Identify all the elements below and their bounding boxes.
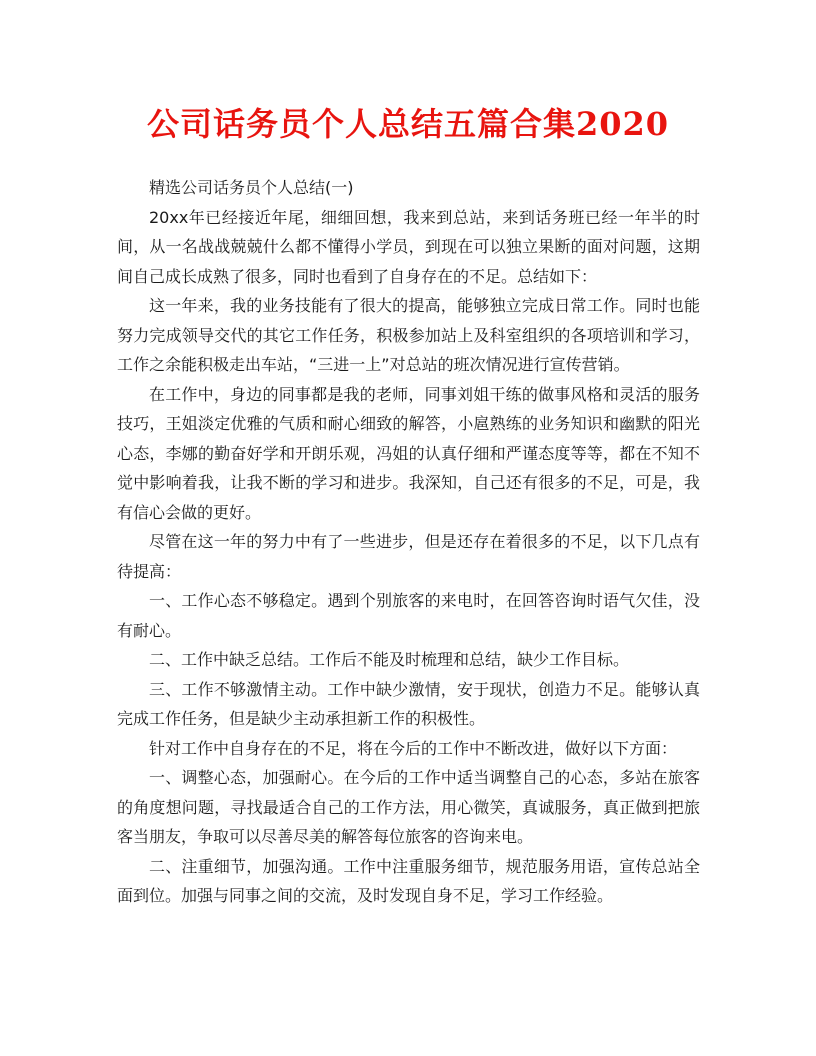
paragraph: 二、注重细节，加强沟通。工作中注重服务细节，规范服务用语，宣传总站全面到位。加强与同事之间的交流，及时发现自身不足，学习工作经验。 xyxy=(117,856,700,905)
paragraph: 一、调整心态，加强耐心。在今后的工作中适当调整自己的心态，多站在旅客的角度想问题，寻找最适合自己的工作方法，用心微笑，真诚服务，真正做到把旅客当朋友，争取可以尽善尽美的解答每位旅客的咨询来电。 xyxy=(117,768,700,846)
paragraph: 尽管在这一年的努力中有了一些进步，但是还存在着很多的不足，以下几点有待提高： xyxy=(117,532,700,581)
paragraph: 一、工作心态不够稳定。遇到个别旅客的来电时，在回答咨询时语气欠佳，没有耐心。 xyxy=(117,591,700,640)
document-body xyxy=(117,173,700,911)
paragraph: 20xx年已经接近年尾，细细回想，我来到总站，来到话务班已经一年半的时间，从一名战战兢兢什么都不懂得小学员，到现在可以独立果断的面对问题，这期间自己成长成熟了很多，同时也看到了自身存在的不足。总结如下： xyxy=(117,207,700,286)
section-heading: 精选公司话务员个人总结(一) xyxy=(149,178,354,197)
paragraph: 这一年来，我的业务技能有了很大的提高，能够独立完成日常工作。同时也能努力完成领导交代的其它工作任务，积极参加站上及科室组织的各项培训和学习，工作之余能积极走出车站，“三进一上”对总站的班次情况进行宣传营销。 xyxy=(117,296,700,374)
document-title: 公司话务员个人总结五篇合集2020 xyxy=(146,105,670,143)
paragraph: 二、工作中缺乏总结。工作后不能及时梳理和总结，缺少工作目标。 xyxy=(149,650,630,669)
paragraph: 针对工作中自身存在的不足，将在今后的工作中不断改进，做好以下方面： xyxy=(149,738,678,758)
paragraph: 在工作中，身边的同事都是我的老师，同事刘姐干练的做事风格和灵活的服务技巧，王姐淡定优雅的气质和耐心细致的解答，小扈熟练的业务知识和幽默的阳光心态，李娜的勤奋好学和开朗乐观，冯姐的认真仔细和严谨态度等等，都在不知不觉中影响着我，让我不断的学习和进步。我深知，自己还有很多的不足，可是，我有信心会做的更好。 xyxy=(117,384,700,522)
paragraph: 三、工作不够激情主动。工作中缺少激情，安于现状，创造力不足。能够认真完成工作任务，但是缺少主动承担新工作的积极性。 xyxy=(117,679,700,728)
